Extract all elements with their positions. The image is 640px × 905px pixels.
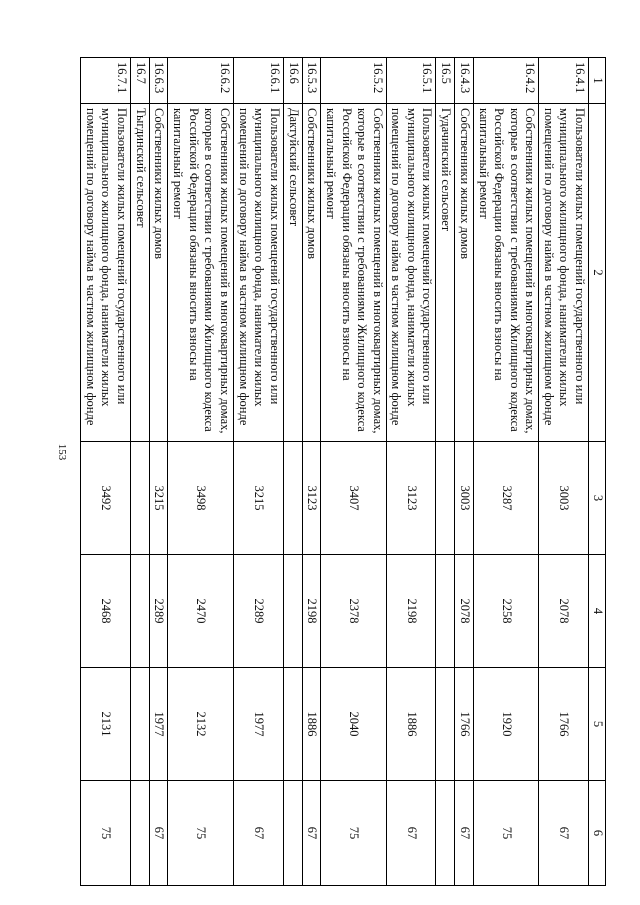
cell-value: 75 xyxy=(473,781,538,886)
cell-value: 67 xyxy=(233,781,283,886)
table-row xyxy=(149,58,168,886)
cell-value: 2258 xyxy=(473,555,538,668)
cell-value: 1766 xyxy=(539,668,589,781)
page-number: 153 xyxy=(56,443,68,461)
header-row xyxy=(589,58,606,886)
cell-value: 3003 xyxy=(539,442,589,555)
cell-description: Дактуйский сельсовет xyxy=(283,104,302,442)
cell-code: 16.6.1 xyxy=(233,58,283,104)
cell-description: Гудачинский сельсовет xyxy=(436,104,455,442)
cell-description: Тыгдинский сельсовет xyxy=(130,104,149,442)
table-row xyxy=(81,58,131,886)
cell-value: 3123 xyxy=(386,442,436,555)
cell-value: 1977 xyxy=(149,668,168,781)
cell-value: 3215 xyxy=(233,442,283,555)
cell-code: 16.5 xyxy=(436,58,455,104)
cell-value xyxy=(130,781,149,886)
cell-value xyxy=(436,442,455,555)
cell-description: Собственники жилых помещений в многоквартирных домах, которые в соответствии с требованиями Жилищного кодекса Российской Федерации обязаны вносить взносы на капитальный ремонт xyxy=(473,104,538,442)
cell-value: 3123 xyxy=(302,442,321,555)
table-row xyxy=(321,58,386,886)
cell-value xyxy=(130,668,149,781)
cell-value: 2378 xyxy=(321,555,386,668)
cell-description: Пользователи жилых помещений государственного или муниципального жилищного фонда, наниматели жилых помещений по договору найма в частном жилищном фонде xyxy=(539,104,589,442)
cell-value: 3287 xyxy=(473,442,538,555)
cell-value xyxy=(130,442,149,555)
cell-code: 16.4.2 xyxy=(473,58,538,104)
cell-description: Собственники жилых домов xyxy=(149,104,168,442)
cell-value: 2470 xyxy=(168,555,233,668)
table-row xyxy=(302,58,321,886)
cell-description: Собственники жилых домов xyxy=(302,104,321,442)
table-row xyxy=(168,58,233,886)
cell-value xyxy=(436,668,455,781)
cell-value xyxy=(436,555,455,668)
cell-code: 16.6.2 xyxy=(168,58,233,104)
cell-value: 2078 xyxy=(539,555,589,668)
cell-description: Пользователи жилых помещений государственного или муниципального жилищного фонда, наниматели жилых помещений по договору найма в частном жилищном фонде xyxy=(233,104,283,442)
cell-value: 2132 xyxy=(168,668,233,781)
cell-value: 1766 xyxy=(455,668,474,781)
cell-code: 16.5.3 xyxy=(302,58,321,104)
cell-value: 2289 xyxy=(233,555,283,668)
cell-value: 2131 xyxy=(81,668,131,781)
cell-value: 75 xyxy=(168,781,233,886)
cell-value: 75 xyxy=(81,781,131,886)
cell-value: 67 xyxy=(539,781,589,886)
cell-value: 2468 xyxy=(81,555,131,668)
table-row xyxy=(473,58,538,886)
cell-value: 1920 xyxy=(473,668,538,781)
cell-code: 16.7.1 xyxy=(81,58,131,104)
header-cell: 5 xyxy=(589,668,606,781)
cell-value: 2078 xyxy=(455,555,474,668)
cell-description: Собственники жилых домов xyxy=(455,104,474,442)
table-row xyxy=(436,58,455,886)
header-cell: 1 xyxy=(589,58,606,104)
cell-description: Пользователи жилых помещений государственного или муниципального жилищного фонда, наниматели жилых помещений по договору найма в частном жилищном фонде xyxy=(386,104,436,442)
cell-code: 16.6 xyxy=(283,58,302,104)
cell-value: 67 xyxy=(149,781,168,886)
cell-value: 2289 xyxy=(149,555,168,668)
rotated-table-wrapper xyxy=(80,57,606,885)
cell-value xyxy=(436,781,455,886)
table-row xyxy=(455,58,474,886)
cell-value: 3003 xyxy=(455,442,474,555)
cell-value xyxy=(130,555,149,668)
cell-code: 16.5.2 xyxy=(321,58,386,104)
header-cell: 3 xyxy=(589,442,606,555)
table-row xyxy=(283,58,302,886)
header-cell: 2 xyxy=(589,104,606,442)
cell-code: 16.6.3 xyxy=(149,58,168,104)
tariff-table xyxy=(80,57,606,886)
cell-value: 3498 xyxy=(168,442,233,555)
cell-value: 67 xyxy=(386,781,436,886)
cell-code: 16.4.3 xyxy=(455,58,474,104)
cell-value xyxy=(283,781,302,886)
cell-description: Пользователи жилых помещений государственного или муниципального жилищного фонда, наниматели жилых помещений по договору найма в частном жилищном фонде xyxy=(81,104,131,442)
cell-value: 67 xyxy=(455,781,474,886)
cell-value xyxy=(283,555,302,668)
cell-value: 2198 xyxy=(302,555,321,668)
cell-value: 1977 xyxy=(233,668,283,781)
cell-value xyxy=(283,668,302,781)
cell-description: Собственники жилых помещений в многоквартирных домах, которые в соответствии с требованиями Жилищного кодекса Российской Федерации обязаны вносить взносы на капитальный ремонт xyxy=(321,104,386,442)
cell-value xyxy=(283,442,302,555)
header-cell: 4 xyxy=(589,555,606,668)
header-cell: 6 xyxy=(589,781,606,886)
cell-value: 3215 xyxy=(149,442,168,555)
cell-value: 3407 xyxy=(321,442,386,555)
cell-value: 67 xyxy=(302,781,321,886)
table-row xyxy=(539,58,589,886)
table-row xyxy=(386,58,436,886)
table-row xyxy=(130,58,149,886)
table-row xyxy=(233,58,283,886)
cell-code: 16.7 xyxy=(130,58,149,104)
cell-code: 16.5.1 xyxy=(386,58,436,104)
cell-code: 16.4.1 xyxy=(539,58,589,104)
cell-description: Собственники жилых помещений в многоквартирных домах, которые в соответствии с требованиями Жилищного кодекса Российской Федерации обязаны вносить взносы на капитальный ремонт xyxy=(168,104,233,442)
cell-value: 1886 xyxy=(302,668,321,781)
cell-value: 75 xyxy=(321,781,386,886)
cell-value: 2198 xyxy=(386,555,436,668)
cell-value: 1886 xyxy=(386,668,436,781)
cell-value: 2040 xyxy=(321,668,386,781)
cell-value: 3492 xyxy=(81,442,131,555)
